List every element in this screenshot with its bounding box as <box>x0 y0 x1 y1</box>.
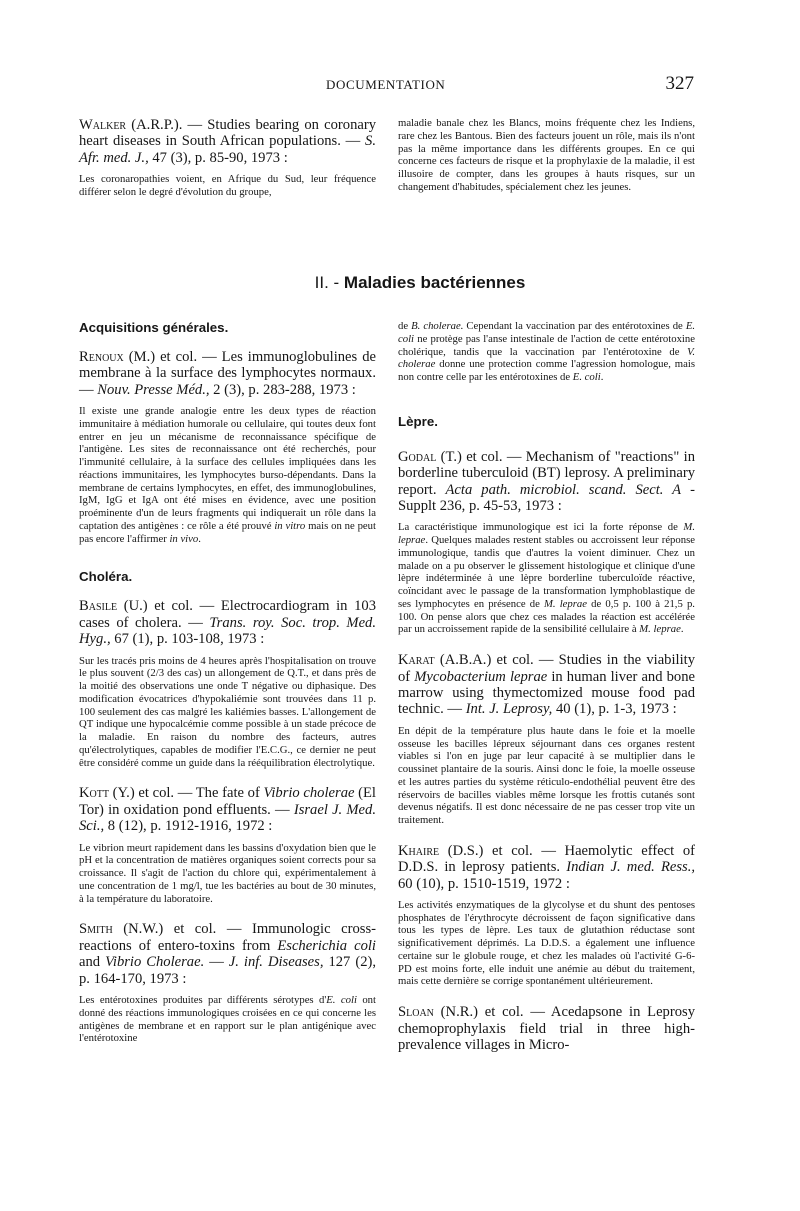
abstract: En dépit de la température plus haute dans le foie et la moelle osseuse les bacilles lépreux séjournant dans ces organes restent viables si l'on en juge par leur capacité à se multiplier dans le coussinet plantaire de la souris. Ainsi donc le foie, la moelle osseuse et les autres parties du système réticulo-endothélial peuvent être des réservoirs de bacilles viables même lorsque les frottis cutanés sont devenus négatifs. Il est donc nécessaire de ne pas cesser trop vite un traitement. <box>398 724 695 826</box>
author: Walker <box>79 117 127 133</box>
citation: Smith (N.W.) et col. — Immunologic cross-reactions of entero-toxins from Escherichia coli and Vibrio Cholerae. — J. inf. Diseases, 127 (2), p. 164-170, 1973 : <box>79 921 377 987</box>
left-column <box>79 320 376 1061</box>
top-left-column <box>79 117 376 215</box>
entry-renoux <box>79 349 376 545</box>
right-column <box>398 320 695 1069</box>
entry-sloan <box>398 1004 695 1053</box>
top-right-column <box>398 117 695 194</box>
journal: Israel J. Med. Sci., <box>79 801 376 835</box>
citation: Sloan (N.R.) et col. — Acedapsone in Leprosy chemoprophylaxis field trial in three high-prevalence villages in Micro- <box>398 1004 695 1054</box>
heading-cholera: Choléra. <box>79 569 133 585</box>
heading-lepre: Lèpre. <box>398 413 438 429</box>
journal: Nouv. Presse Méd., <box>97 381 210 398</box>
citation: Basile (U.) et col. — Electrocardiogram in 103 cases of cholera. — Trans. roy. Soc. trop. Med. Hyg., 67 (1), p. 103-108, 1973 : <box>79 598 376 648</box>
entry-kott <box>79 785 376 905</box>
abstract: Les entérotoxines produites par différents sérotypes d'E. coli ont donné des réactions immunologiques croisées en ce qui concerne les antigènes de membrane et en rapport sur le plan antigénique avec l'entérotoxine <box>79 994 376 1045</box>
citation: Karat (A.B.A.) et col. — Studies in the viability of Mycobacterium leprae in human liver and bone marrow using thymectomized mouse food pad technic. — Int. J. Leprosy, 40 (1), p. 1-3, 1973 : <box>398 652 695 718</box>
section-title <box>0 273 800 293</box>
abstract: Les coronaropathies voient, en Afrique du Sud, leur fréquence différer selon le degré d'évolution du groupe, <box>79 173 376 198</box>
journal: Trans. roy. Soc. trop. Med. Hyg., <box>79 614 376 648</box>
journal: Int. J. Leprosy, <box>465 701 553 718</box>
journal: S. Afr. med. J., <box>79 133 376 166</box>
section-name: Maladies bactériennes <box>343 273 526 292</box>
author: Kott <box>79 785 109 802</box>
author: Renoux <box>79 349 124 365</box>
heading-acquisitions: Acquisitions générales. <box>79 320 229 335</box>
journal: Acta path. microbiol. scand. Sect. A <box>445 481 682 498</box>
page-number: 327 <box>665 73 694 94</box>
journal: J. inf. Diseases, <box>228 954 324 971</box>
abstract: La caractéristique immunologique est ici la forte réponse de M. leprae. Quelques malades restent stables ou accroissent leur réponse immunologique, tandis que d'autres la voient diminuer. Chez un malade on a pu observer le glissement histologique et clinique d'une lèpre indéterminée à une lèpre borderline tuberculoïde réactive, coïncidant avec le passage de la transformation lymphoblastique de ses lymphocytes en présence de M. leprae de 0,5 p. 100 à 21,5 p. 100. On pense alors que chez ces malades la réaction est accélérée par un accroissement rapide de la sensibilité cellulaire à M. leprae. <box>398 521 695 636</box>
author: Smith <box>79 921 113 938</box>
citation: Khaire (D.S.) et col. — Haemolytic effect of D.D.S. in leprosy patients. Indian J. med. Ress., 60 (10), p. 1510-1519, 1972 : <box>398 842 695 892</box>
abstract: Il existe une grande analogie entre les deux types de réaction immunitaire à médiation humorale ou cellulaire, qui toutes deux font entrer en jeu un mécanisme de reconnaissance spécifique de l'antigène. Les sites de reconnaissance ont été recherchés, pour l'immunité cellulaire, à la surface des cellules impliquées dans les réactions immunitaires, les lymphocytes burso-dépendants. Dans la membrane de certains lymphocytes, en effet, des immunoglobulines, IgM, IgG et IgA ont été mises en évidence, avec une position proéminente d'un de leurs fragments qui indiquerait un rôle dans la captation des antigènes : ce rôle a été prouvé in vitro mais on ne peut pas encore l'affirmer in vivo. <box>79 405 376 545</box>
citation: Walker (A.R.P.). — Studies bearing on coronary heart diseases in South African populations. — S. Afr. med. J., 47 (3), p. 85-90, 1973 : <box>79 117 376 166</box>
abstract: Les activités enzymatiques de la glycolyse et du shunt des pentoses phosphates de l'érythrocyte décroissent de façon significative dans tous les types de lèpre. Les taux de glutathion réductase sont significativement déprimés. La D.D.S. a également une influence certaine sur le globule rouge, et chez les malades où l'activité G-6-PD est moins forte, elle induit une anémie au début du traitement, mais cette dernière se corrige spontanément ultérieurement. <box>398 898 695 988</box>
entry-smith <box>79 921 376 1045</box>
running-title: DOCUMENTATION <box>326 77 446 92</box>
journal: Indian J. med. Ress., <box>566 859 695 876</box>
entry-godal <box>398 449 695 636</box>
continuation-abstract: de B. cholerae. Cependant la vaccination par des entérotoxines de E. coli ne protège pas l'anse intestinale de l'action de cette entérotoxine cholérique, tandis que la vaccination par l'entérotoxine de V. cholerae donne une protection comme l'agression homologue, mais non contre celle par les entérotoxines de E. coli. <box>398 320 696 383</box>
abstract: maladie banale chez les Blancs, moins fréquente chez les Indiens, rare chez les Bantous. Bien des facteurs jouent un rôle, mais ils n'ont pas la même importance dans les différents groupes. En ce qui concerne ces facteurs de risque et la prophylaxie de la maladie, il est illusoire de compter, dans les groupes à hauts risques, sur un changement d'habitudes, spécialement chez les jeunes. <box>398 117 695 193</box>
entry-karat <box>398 652 695 827</box>
citation: Renoux (M.) et col. — Les immunoglobulines de membrane à la surface des lymphocytes normaux. — Nouv. Presse Méd., 2 (3), p. 283-288, 1973 : <box>79 349 376 398</box>
author: Sloan <box>398 1004 434 1021</box>
abstract: Le vibrion meurt rapidement dans les bassins d'oxydation bien que le pH et la concentration de matières organiques soient corrects pour sa croissance. Il s'agit de l'action du chlore qui, expérimentalement à une concentration de 1 mg/l, tue les bactéries au bout de 30 minutes, à la température du laboratoire. <box>79 841 376 905</box>
author: Khaire <box>398 842 440 859</box>
running-header <box>0 73 800 97</box>
author: Godal <box>398 448 437 465</box>
entry-basile <box>79 598 376 769</box>
entry-walker <box>79 117 376 199</box>
section-number: II. - <box>314 273 344 292</box>
entry-khaire <box>398 843 695 988</box>
citation: Godal (T.) et col. — Mechanism of "reactions" in borderline tuberculoid (BT) leprosy. A preliminary report. Acta path. microbiol. scand. Sect. A - Supplt 236, p. 45-53, 1973 : <box>398 448 695 514</box>
abstract: Sur les tracés pris moins de 4 heures après l'hospitalisation on trouve le plus souvent (2/3 des cas) un allongement de Q.T., et dans près de la moitié des observations une onde T négative ou diphasique. Des modification évocatrices d'hypokaliémie sont trouvées dans 11 p. 100 seulement des cas malgré les kaliémies basses. L'allongement de QT indique une hypocalcémie comme possible à un stade précoce de la maladie. En raison du nombre des facteurs, autres qu'électrolytiques, capables de modifier l'E.C.G., ce dernier ne peut être considéré comme un guide dans la rééquilibration électrolytique. <box>79 654 376 769</box>
author: Karat <box>398 652 435 669</box>
author: Basile <box>79 598 118 615</box>
citation: Kott (Y.) et col. — The fate of Vibrio cholerae (El Tor) in oxidation pond effluents. — Israel J. Med. Sci., 8 (12), p. 1912-1916, 1972 : <box>79 785 376 835</box>
